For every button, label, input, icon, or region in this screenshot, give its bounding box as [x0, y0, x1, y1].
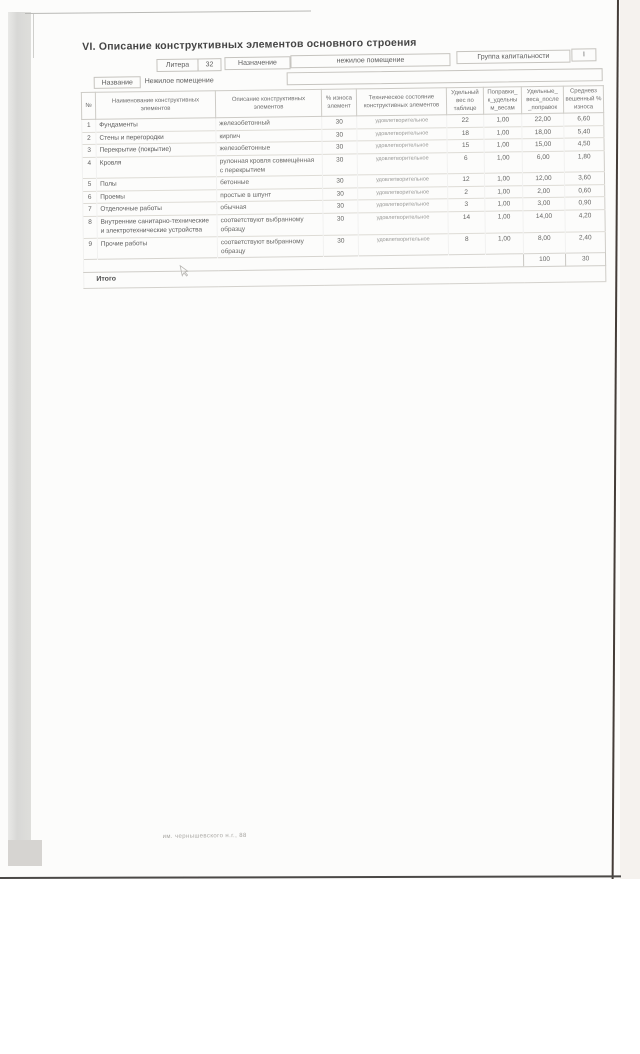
- cell-weighted-wear: 4,20: [565, 209, 605, 231]
- cell-wear-percent: 30: [323, 234, 358, 256]
- cell-element-name: Перекрытие (покрытие): [96, 143, 216, 157]
- cell-wear-percent: 30: [322, 116, 357, 129]
- cell-wear-percent: 30: [322, 129, 357, 142]
- cell-weight-table: 8: [448, 233, 485, 255]
- cell-row-number: 8: [83, 216, 97, 238]
- cell-element-description: простые в шпунт: [217, 188, 323, 202]
- cell-element-description: обычная: [217, 201, 323, 215]
- cell-wear-percent: 30: [322, 175, 357, 188]
- cell-row-number: 7: [83, 204, 97, 217]
- footer-note: им. чернышевского н.г., 88: [162, 832, 247, 841]
- col-header-description: Описание конструктивных элементов: [215, 89, 321, 118]
- cell-weight-corrected: 3,00: [523, 197, 565, 210]
- nazvanie-label: Название: [94, 76, 141, 89]
- cell-weight-corrected: 22,00: [522, 113, 564, 126]
- cell-correction: 1,00: [485, 186, 523, 199]
- cell-correction: 1,00: [484, 114, 522, 127]
- naznachenie-label: Назначение: [224, 56, 290, 70]
- cell-weight-corrected: 6,00: [522, 151, 564, 173]
- cell-correction: 1,00: [484, 173, 522, 186]
- cell-technical-state: удовлетворительное: [357, 115, 447, 129]
- cell-element-name: Внутренние санитарно-технические и электротехнические устройства: [97, 214, 217, 237]
- col-header-corrections: Поправки_ к_удельны м_весам: [483, 87, 521, 115]
- cell-row-number: 1: [82, 120, 96, 133]
- cell-correction: 1,00: [484, 139, 522, 152]
- cell-wear-percent: 30: [323, 200, 358, 213]
- cell-element-description: бетонные: [216, 176, 322, 190]
- cell-technical-state: удовлетворительное: [357, 140, 447, 154]
- col-header-name: Наименование конструктивных элементов: [95, 91, 215, 120]
- cell-element-name: Кровля: [96, 155, 216, 178]
- cell-weight-table: 22: [447, 115, 484, 128]
- cell-wear-percent: 30: [323, 188, 358, 201]
- cell-element-description: соответствуют выбранному образцу: [217, 213, 323, 236]
- cell-row-number: 4: [82, 157, 96, 179]
- section-title: VI. Описание конструктивных элементов основного строения: [82, 36, 417, 53]
- cell-weighted-wear: 1,80: [564, 150, 604, 172]
- totals-label: Итого: [84, 266, 606, 289]
- litera-value: 32: [197, 58, 221, 71]
- cell-element-description: рулонная кровля совмещённая с перекрытием: [216, 154, 322, 177]
- cell-technical-state: удовлетворительное: [357, 127, 447, 141]
- nazvanie-extra-field: [287, 68, 603, 85]
- cell-technical-state: удовлетворительное: [358, 233, 448, 256]
- cell-row-number: 6: [83, 191, 97, 204]
- cell-correction: 1,00: [484, 151, 522, 173]
- cell-element-name: Фундаменты: [96, 118, 216, 132]
- cell-weighted-wear: 0,60: [565, 184, 605, 197]
- cell-technical-state: удовлетворительное: [358, 211, 448, 234]
- cell-weighted-wear: 6,60: [564, 113, 604, 126]
- cell-weighted-wear: 3,60: [564, 172, 604, 185]
- cell-weighted-wear: 2,40: [565, 231, 605, 253]
- total-weight-cell: 100: [524, 254, 566, 268]
- cell-technical-state: удовлетворительное: [357, 174, 447, 188]
- cell-correction: 1,00: [484, 126, 522, 139]
- cell-row-number: 5: [82, 179, 96, 192]
- cell-correction: 1,00: [485, 198, 523, 211]
- cell-weight-corrected: 15,00: [522, 138, 564, 151]
- cell-weight-corrected: 12,00: [522, 173, 564, 186]
- cell-wear-percent: 30: [322, 141, 357, 154]
- cell-weight-corrected: 2,00: [523, 185, 565, 198]
- cell-weighted-wear: 5,40: [564, 125, 604, 138]
- cell-weighted-wear: 0,90: [565, 197, 605, 210]
- cell-weight-table: 14: [448, 211, 485, 233]
- total-wear-cell: 30: [566, 253, 606, 267]
- naznachenie-value: нежилое помещение: [290, 53, 450, 68]
- cell-technical-state: удовлетворительное: [357, 152, 447, 175]
- cursor-artifact-icon: [177, 265, 189, 281]
- cell-weight-table: 15: [447, 139, 484, 152]
- cell-element-name: Стены и перегородки: [96, 130, 216, 144]
- cell-element-name: Полы: [96, 177, 216, 191]
- nazvanie-value: Нежилое помещение: [144, 77, 214, 86]
- cell-weight-table: 6: [447, 152, 484, 174]
- cell-weight-corrected: 14,00: [523, 210, 565, 232]
- cell-technical-state: удовлетворительное: [358, 187, 448, 201]
- cell-element-description: кирпич: [216, 129, 322, 143]
- cell-technical-state: удовлетворительное: [358, 199, 448, 213]
- cell-element-name: Отделочные работы: [97, 202, 217, 216]
- cell-weight-table: 3: [448, 198, 485, 211]
- structural-elements-table: [81, 85, 607, 289]
- col-header-num: №: [81, 92, 95, 119]
- cell-wear-percent: 30: [323, 213, 358, 235]
- cell-wear-percent: 30: [322, 153, 357, 175]
- cell-weight-corrected: 18,00: [522, 126, 564, 139]
- col-header-weighted-wear: Средневз вешенный % износа: [563, 86, 603, 114]
- cell-weight-table: 2: [448, 186, 485, 199]
- cell-weight-table: 18: [447, 127, 484, 140]
- cell-correction: 1,00: [485, 232, 523, 254]
- gruppa-kapitalnosti-value: I: [571, 48, 596, 61]
- cell-row-number: 3: [82, 144, 96, 157]
- cell-element-description: железобетонные: [216, 141, 322, 155]
- cell-element-description: железобетонный: [216, 117, 322, 131]
- cell-weighted-wear: 4,50: [564, 138, 604, 151]
- cell-row-number: 9: [83, 238, 97, 260]
- gruppa-kapitalnosti-label: Группа капитальности: [456, 50, 570, 64]
- col-header-wear-percent: % износа элемент: [321, 89, 356, 117]
- litera-label: Литера: [156, 58, 198, 72]
- cell-element-description: соответствуют выбранному образцу: [217, 235, 323, 258]
- cell-element-name: Прочие работы: [97, 236, 217, 259]
- cell-row-number: 2: [82, 132, 96, 145]
- col-header-weight-corrected: Удельные_ веса_после _поправок: [521, 86, 563, 114]
- cell-weight-corrected: 8,00: [523, 232, 565, 254]
- col-header-technical-state: Техническое состояние конструктивных элементов: [356, 88, 446, 116]
- scanner-background: [0, 879, 640, 1054]
- cell-correction: 1,00: [485, 210, 523, 232]
- cell-element-name: Проемы: [97, 190, 217, 204]
- col-header-weight-table: Удельный вес по таблице: [446, 87, 483, 115]
- cell-weight-table: 12: [447, 174, 484, 187]
